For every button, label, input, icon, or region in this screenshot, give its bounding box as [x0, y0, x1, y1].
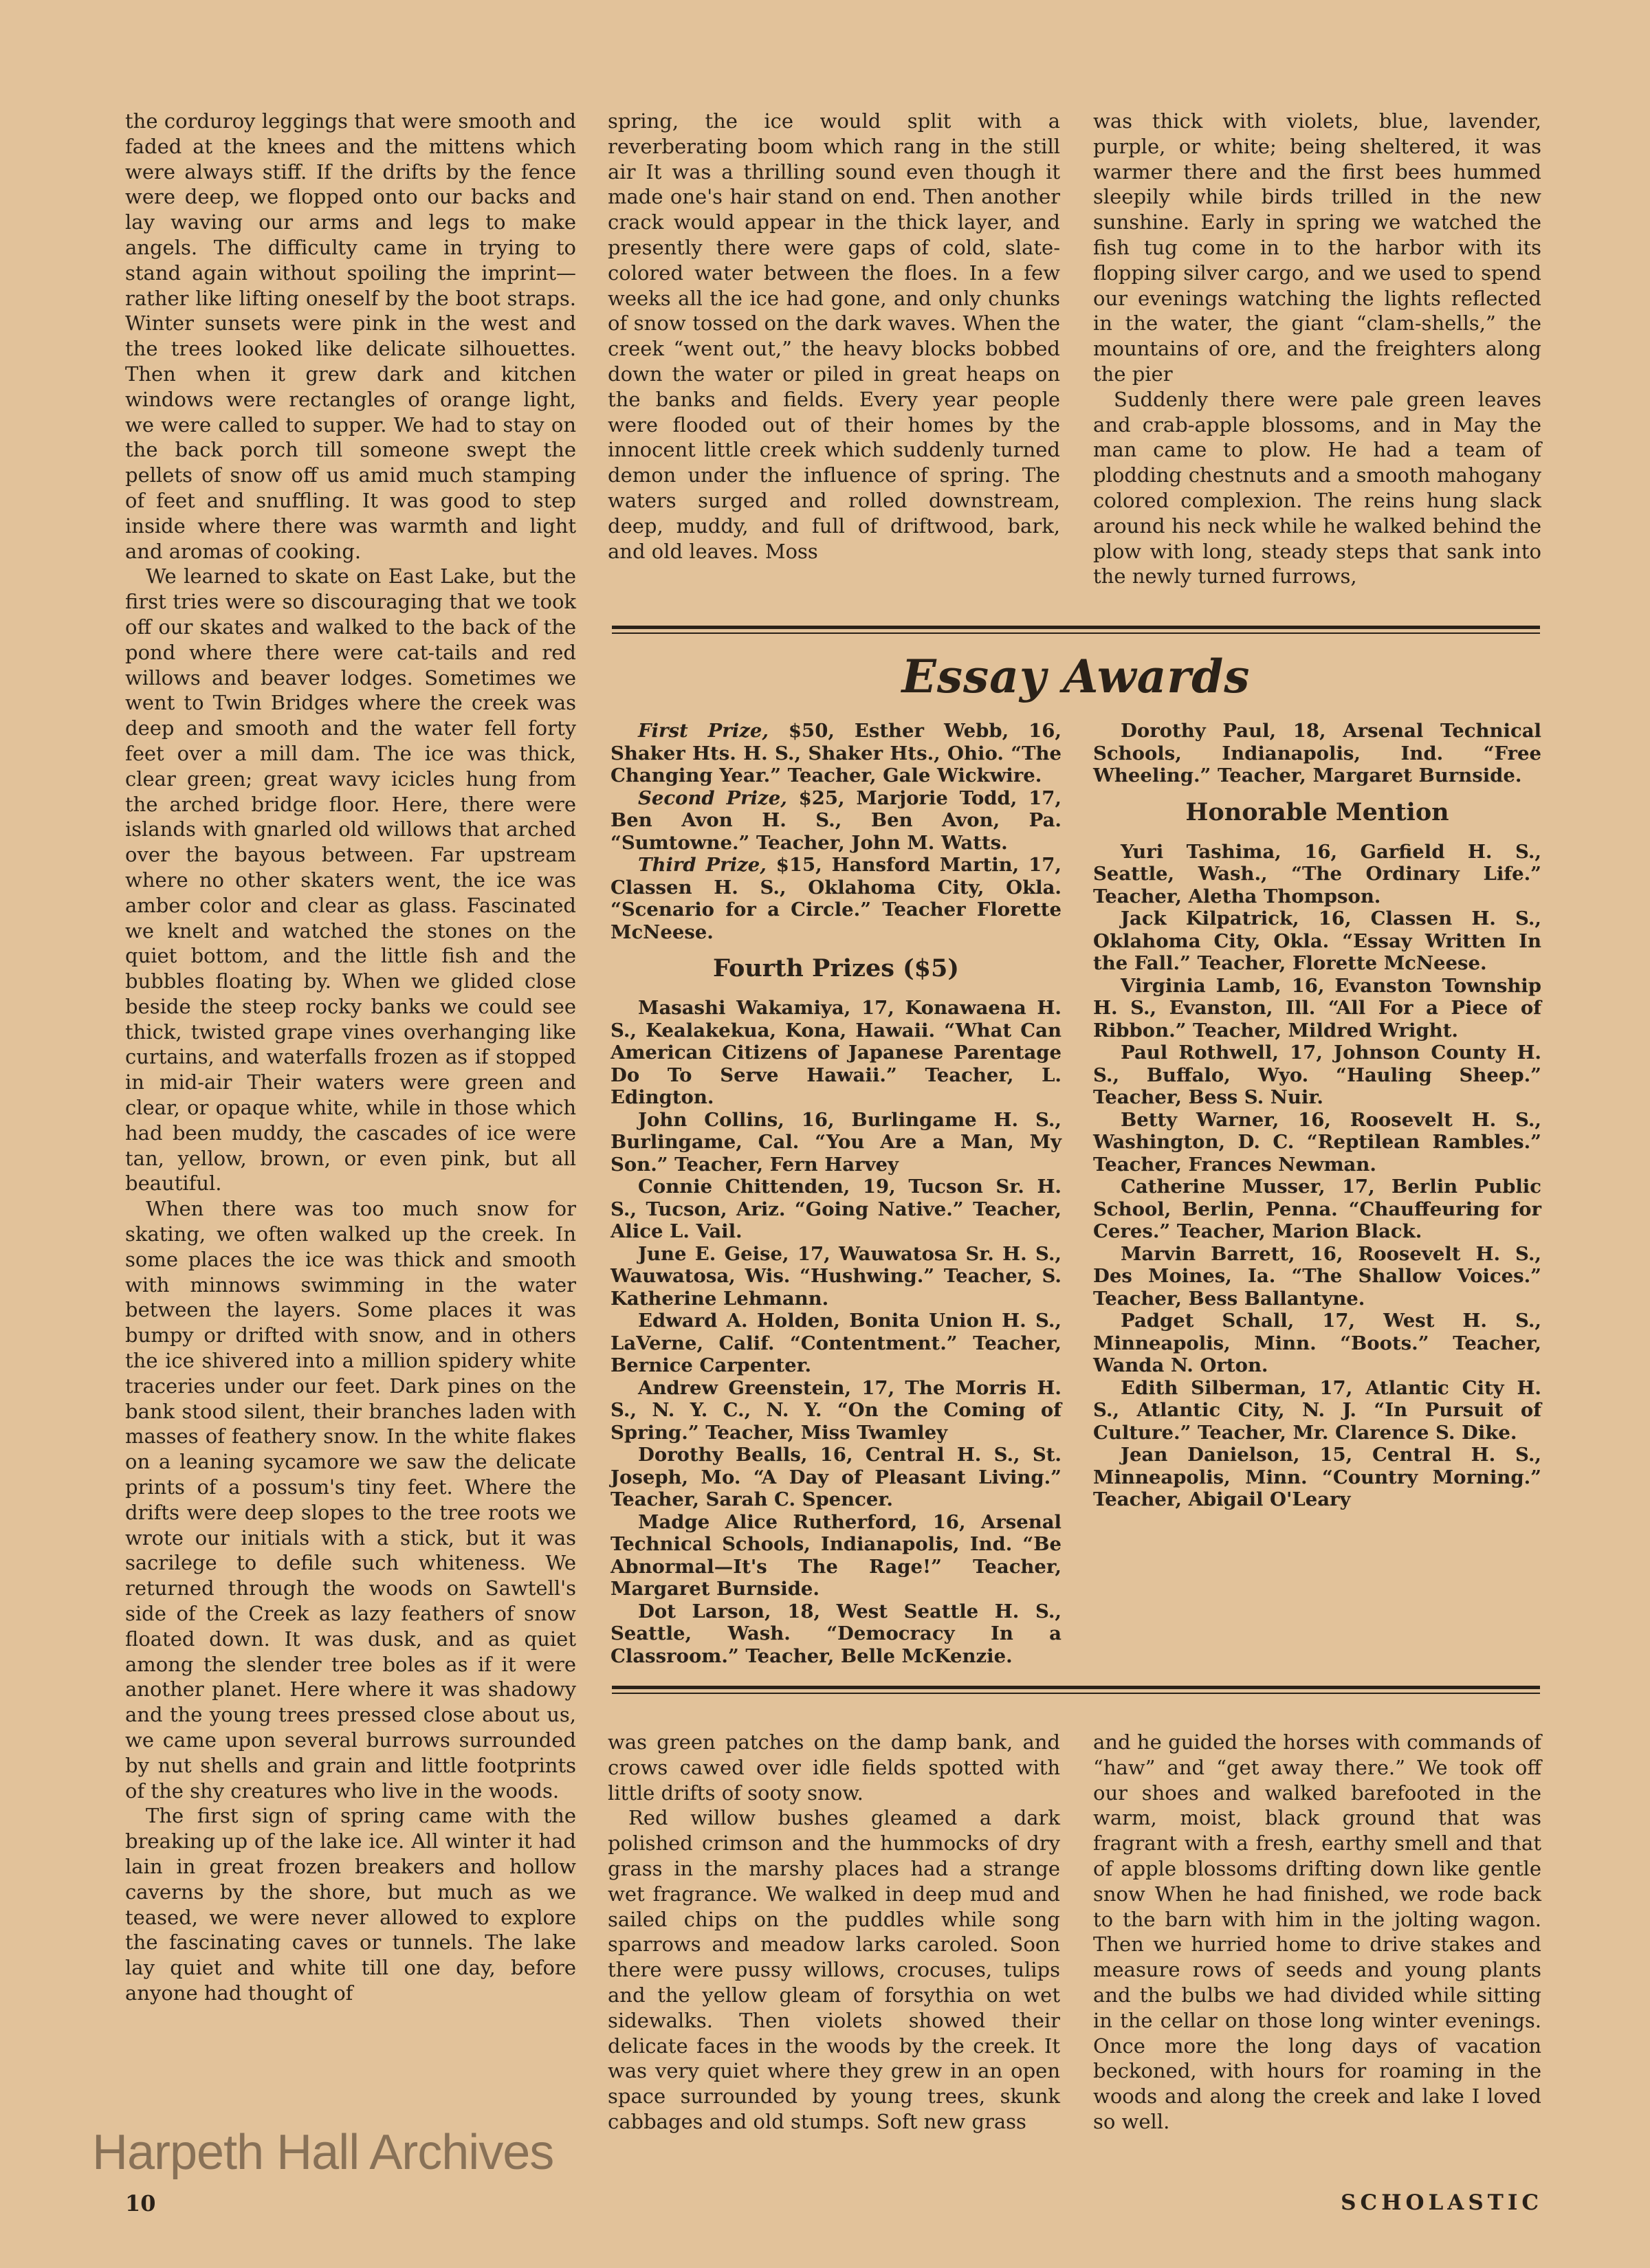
honorable-mention-entry: Edith Silberman, 17, Atlantic City H. S., Atlantic City, N. J. “In Pursuit of Culture.” Teacher, Mr. Clarence S. Dike.	[1093, 1376, 1541, 1444]
fourth-prize-entry: Dorothy Paul, 18, Arsenal Technical Schools, Indianapolis, Ind. “Free Wheeling.” Teacher, Margaret Burnside.	[1093, 720, 1541, 786]
story-column-3-bottom	[1093, 1730, 1541, 2135]
story-column-2-top	[608, 109, 1060, 564]
story-column-2-bottom	[608, 1730, 1060, 2135]
story-paragraph: The first sign of spring came with the breaking up of the lake ice. All winter it had lain in great frozen breakers and hollow caverns by the shore, but much as we teased, we were never allowed to explore the fascinating caves or tunnels. The lake lay quiet and white till one day, before anyone had thought of	[125, 1804, 576, 2005]
second-prize-text: $25, Marjorie Todd, 17, Ben Avon H. S., Ben Avon, Pa. “Sumtowne.” Teacher, John M. Watts.	[610, 786, 1062, 854]
honorable-mention-entry: Marvin Barrett, 16, Roosevelt H. S., Des Moines, Ia. “The Shallow Voices.” Teacher, Bess Ballantyne.	[1093, 1242, 1541, 1310]
honorable-mention-entry: Catherine Musser, 17, Berlin Public School, Berlin, Penna. “Chauffeuring for Ceres.” Teacher, Marion Black.	[1093, 1176, 1541, 1242]
story-paragraph: Suddenly there were pale green leaves and crab-apple blossoms, and in May the man came to plow. He had a team of plodding chestnuts and a smooth mahogany colored complexion. The reins hung slack around his neck while he walked behind the plow with long, steady steps that sank into the newly turned furrows,	[1093, 387, 1541, 588]
fourth-prize-entry: June E. Geise, 17, Wauwatosa Sr. H. S., Wauwatosa, Wis. “Hushwing.” Teacher, S. Katherine Lehmann.	[610, 1242, 1062, 1310]
story-column-3-top	[1093, 109, 1541, 589]
story-paragraph: the corduroy leggings that were smooth and faded at the knees and the mittens which were always stiff. If the drifts by the fence were deep, we flopped onto our backs and lay waving our arms and legs to make angels. The difficulty came in trying to stand again without spoiling the imprint—rather like lifting oneself by the boot straps. Winter sunsets were pink in the west and the trees looked like delicate silhouettes. Then when it grew dark and kitchen windows were rectangles of orange light, we were called to supper. We had to stay on the back porch till someone swept the pellets of snow off us amid much stamping of feet and snuffling. It was good to step inside where there was warmth and light and aromas of cooking.	[125, 109, 576, 563]
honorable-mention-entry: Padget Schall, 17, West H. S., Minneapolis, Minn. “Boots.” Teacher, Wanda N. Orton.	[1093, 1310, 1541, 1376]
honorable-mention-entry: Paul Rothwell, 17, Johnson County H. S., Buffalo, Wyo. “Hauling Sheep.” Teacher, Bess S. Nuir.	[1093, 1042, 1541, 1108]
honorable-mention-heading: Honorable Mention	[1185, 797, 1449, 826]
story-paragraph: was thick with violets, blue, lavender, purple, or white; being sheltered, it was warmer there and the first bees hummed sleepily while birds trilled in the new sunshine. Early in spring we watched the fish tug come in to the harbor with its flopping silver cargo, and we used to spend our evenings watching the lights reflected in the water, the giant “clam-shells,” the mountains of ore, and the freighters along the pier	[1093, 109, 1541, 386]
honorable-mention-entry: Betty Warner, 16, Roosevelt H. S., Washington, D. C. “Reptilean Rambles.” Teacher, Frances Newman.	[1093, 1108, 1541, 1176]
fourth-prize-entry: Connie Chittenden, 19, Tucson Sr. H. S., Tucson, Ariz. “Going Native.” Teacher, Alice L. Vail.	[610, 1176, 1062, 1242]
second-prize-entry	[610, 787, 1062, 855]
story-paragraph: When there was too much snow for skating, we often walked up the creek. In some places the ice was thick and smooth with minnows swimming in the water between the layers. Some places it was bumpy or drifted with snow, and in others the ice shivered into a million spidery white traceries under our feet. Dark pines on the bank stood silent, their branches laden with masses of feathery snow. In the white flakes on a leaning sycamore we saw the delicate prints of a possum's tiny feet. Where the drifts were deep slopes to the tree roots we wrote our initials with a stick, but it was sacrilege to defile such whiteness. We returned through the woods on Sawtell's side of the Creek as lazy feathers of snow floated down. It was dusk, and as quiet among the slender tree boles as if it were another planet. Here where it was shadowy and the young trees pressed close about us, we came upon several burrows surrounded by nut shells and grain and little footprints of the shy creatures who live in the woods.	[125, 1197, 576, 1803]
fourth-prize-entry: Madge Alice Rutherford, 16, Arsenal Technical Schools, Indianapolis, Ind. “Be Abnormal—It's The Rage!” Teacher, Margaret Burnside.	[610, 1510, 1062, 1600]
honorable-mention-entry: Virginia Lamb, 16, Evanston Township H. S., Evanston, Ill. “All For a Piece of Ribbon.” Teacher, Mildred Wright.	[1093, 974, 1541, 1042]
fourth-prize-entry: Andrew Greenstein, 17, The Morris H. S., N. Y. C., N. Y. “On the Coming of Spring.” Teacher, Miss Twamley	[610, 1376, 1062, 1444]
top-divider-rule	[612, 626, 1540, 629]
third-prize-label: Third Prize,	[638, 854, 767, 876]
story-paragraph: Red willow bushes gleamed a dark polished crimson and the hummocks of dry grass in the marshy places had a strange wet fragrance. We walked in deep mud and sailed chips on the puddles while song sparrows and meadow larks caroled. Soon there were pussy willows, crocuses, tulips and the yellow gleam of forsythia on wet sidewalks. Then violets showed their delicate faces in the woods by the creek. It was very quiet where they grew in an open space surrounded by young trees, skunk cabbages and old stumps. Soft new grass	[608, 1806, 1060, 2133]
third-prize-text: $15, Hansford Martin, 17, Classen H. S., Oklahoma City, Okla. “Scenario for a Circle.” Teacher Florette McNeese.	[610, 854, 1062, 943]
story-paragraph: We learned to skate on East Lake, but the first tries were so discouraging that we took off our skates and walked to the back of the pond where there were cat-tails and red willows and beaver lodges. Sometimes we went to Twin Bridges where the creek was deep and smooth and the water fell forty feet over a mill dam. The ice was thick, clear green; great wavy icicles hung from the arched bridge floor. Here, there were islands with gnarled old willows that arched over the bayous between. Far upstream where no other skaters went, the ice was amber color and clear as glass. Fascinated we knelt and watched the stones on the quiet bottom, and the little fish and the bubbles floating by. When we glided close beside the steep rocky banks we could see thick, twisted grape vines overhanging like curtains, and waterfalls frozen as if stopped in mid-air Their waters were green and clear, or opaque white, while in those which had been muddy, the cascades of ice were tan, yellow, brown, or even pink, but all beautiful.	[125, 564, 576, 1196]
bottom-divider-rule	[612, 1686, 1540, 1689]
story-paragraph: was green patches on the damp bank, and crows cawed over idle fields spotted with little drifts of sooty snow.	[608, 1730, 1060, 1805]
page-number: 10	[125, 2190, 156, 2216]
second-prize-label: Second Prize,	[638, 786, 787, 809]
honorable-mention-entry: Yuri Tashima, 16, Garfield H. S., Seattle, Wash., “The Ordinary Life.” Teacher, Aletha Thompson.	[1093, 840, 1541, 907]
honorable-mention-entry: Jack Kilpatrick, 16, Classen H. S., Oklahoma City, Okla. “Essay Written In the Fall.” Teacher, Florette McNeese.	[1093, 907, 1541, 974]
fourth-prize-entry: Masashi Wakamiya, 17, Konawaena H. S., Kealakekua, Kona, Hawaii. “What Can American Citizens of Japanese Parentage Do To Serve Hawaii.” Teacher, L. Edington.	[610, 997, 1062, 1108]
fourth-prize-entry: Edward A. Holden, Bonita Union H. S., LaVerne, Calif. “Contentment.” Teacher, Bernice Carpenter.	[610, 1310, 1062, 1376]
fourth-prize-entry: John Collins, 16, Burlingame H. S., Burlingame, Cal. “You Are a Man, My Son.” Teacher, Fern Harvey	[610, 1108, 1062, 1176]
first-prize-entry	[610, 720, 1062, 787]
story-paragraph: spring, the ice would split with a reverberating boom which rang in the still air It was a thrilling sound even though it made one's hair stand on end. Then another crack would appear in the thick layer, and presently there were gaps of cold, slate-colored water between the floes. In a few weeks all the ice had gone, and only chunks of snow tossed on the dark waves. When the creek “went out,” the heavy blocks bobbed down the water or piled in great heaps on the banks and fields. Every year people were flooded out of their homes by the innocent little creek which suddenly turned demon under the influence of spring. The waters surged and rolled downstream, deep, muddy, and full of driftwood, bark, and old leaves. Moss	[608, 109, 1060, 563]
third-prize-entry	[610, 854, 1062, 943]
first-prize-text: $50, Esther Webb, 16, Shaker Hts. H. S., Shaker Hts., Ohio. “The Changing Year.” Teacher, Gale Wickwire.	[610, 720, 1062, 786]
fourth-prize-entry: Dorothy Bealls, 16, Central H. S., St. Joseph, Mo. “A Day of Pleasant Living.” Teacher, Sarah C. Spencer.	[610, 1444, 1062, 1510]
awards-heading: Essay Awards	[901, 650, 1251, 703]
honorable-mention-entry: Jean Danielson, 15, Central H. S., Minneapolis, Minn. “Country Morning.” Teacher, Abigail O'Leary	[1093, 1444, 1541, 1510]
fourth-prizes-heading: Fourth Prizes ($5)	[713, 954, 959, 982]
awards-column-right	[1093, 720, 1541, 1511]
story-paragraph: and he guided the horses with commands of “haw” and “get away there.” We took off our shoes and walked barefooted in the warm, moist, black ground that was fragrant with a fresh, earthy smell and that of apple blossoms drifting down like gentle snow When he had finished, we rode back to the barn with him in the jolting wagon. Then we hurried home to drive stakes and measure rows of seeds and young plants and the bulbs we had divided while sitting in the cellar on those long winter evenings. Once more the long days of vacation beckoned, with hours for roaming in the woods and along the creek and lake I loved so well.	[1093, 1730, 1541, 2133]
magazine-name: SCHOLASTIC	[1341, 2190, 1543, 2215]
first-prize-label: First Prize,	[638, 720, 769, 742]
awards-column-left	[610, 720, 1062, 1667]
fourth-prize-entry: Dot Larson, 18, West Seattle H. S., Seattle, Wash. “Democracy In a Classroom.” Teacher, Belle McKenzie.	[610, 1600, 1062, 1667]
archive-watermark: Harpeth Hall Archives	[92, 2125, 554, 2180]
story-column-1	[125, 109, 576, 2006]
